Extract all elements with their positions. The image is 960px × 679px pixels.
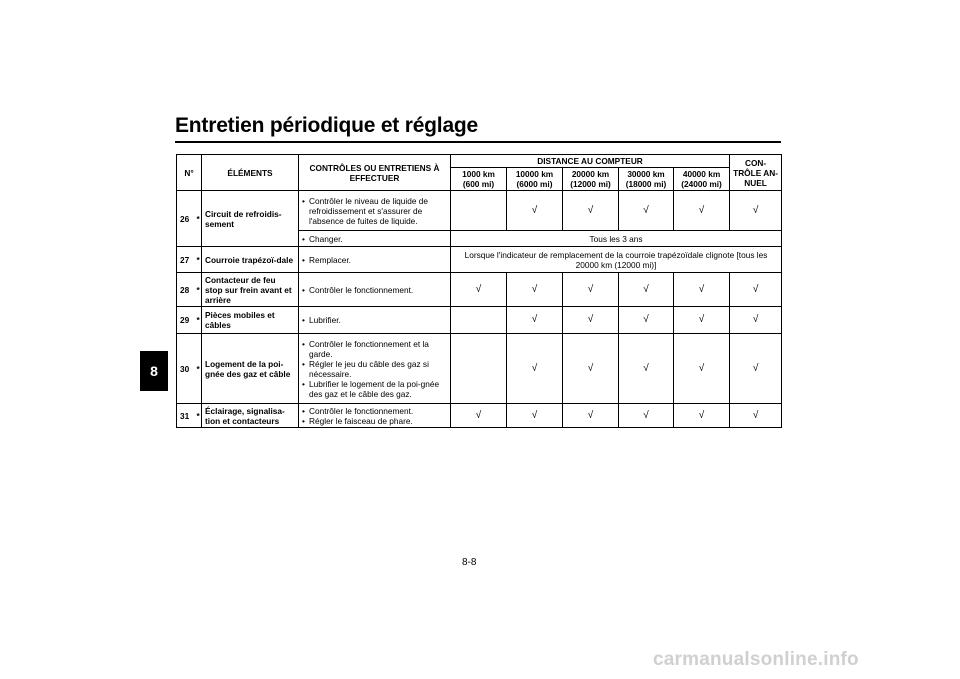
row-item: Courroie trapézoï-dale [202,247,299,273]
row-number: 26 [177,191,194,247]
checks-list [302,196,447,226]
dealer-service-mark: * [194,247,202,273]
check-mark: √ [563,191,619,231]
check-mark: √ [563,273,619,307]
row-item: Circuit de refroidis-sement [202,191,299,247]
check-item-text: Lubrifier. [309,315,341,325]
check-item-text: Contrôler le fonctionnement. [309,405,414,416]
interval-note: Lorsque l'indicateur de remplacement de la courroie trapézoïdale clignote [tous les 20000 km (12000 mi)] [451,247,782,273]
header-no: N° [177,155,202,191]
check-mark: √ [619,191,674,231]
check-mark: √ [674,307,730,334]
check-mark: √ [674,191,730,231]
check-mark: √ [507,404,563,428]
check-mark: √ [619,404,674,428]
check-item [302,379,447,399]
check-item-text: Changer. [309,233,343,244]
check-mark: √ [507,307,563,334]
row-checks [299,231,451,247]
checks-list [302,339,447,399]
checks-list [302,315,447,325]
row-item: Contacteur de feu stop sur frein avant et arrière [202,273,299,307]
check-mark: √ [619,334,674,404]
header-km-1000: 1000 km (600 mi) [451,168,507,191]
checks-list [302,234,447,244]
table-row [177,307,782,334]
row-number: 31 [177,404,194,428]
check-mark: √ [563,404,619,428]
row-checks [299,247,451,273]
row-number: 27 [177,247,194,273]
table-row [177,273,782,307]
table-row [177,247,782,273]
interval-note: Tous les 3 ans [451,231,782,247]
maintenance-table [176,154,782,428]
dealer-service-mark: * [194,191,202,247]
check-mark: √ [730,273,782,307]
check-mark: √ [730,191,782,231]
table-row [177,404,782,428]
header-km-40000: 40000 km (24000 mi) [674,168,730,191]
check-mark [451,191,507,231]
check-item-text: Régler le jeu du câble des gaz si nécessaire. [309,358,429,379]
check-mark: √ [730,307,782,334]
check-item-text: Lubrifier le logement de la poi-gnée des gaz et le câble des gaz. [309,378,440,399]
check-item [302,255,447,265]
check-item-text: Contrôler le fonctionnement et la garde. [309,338,429,359]
row-item: Logement de la poi-gnée des gaz et câble [202,334,299,404]
header-annual: CON-TRÔLE AN-NUEL [730,155,782,191]
row-checks [299,404,451,428]
check-item [302,315,447,325]
row-number: 28 [177,273,194,307]
dealer-service-mark: * [194,334,202,404]
check-mark: √ [674,404,730,428]
check-item-text: Remplacer. [309,254,351,265]
check-item [302,339,447,359]
check-mark: √ [507,191,563,231]
checks-list [302,406,447,426]
check-item-text: Contrôler le niveau de liquide de refroidissement et s'assurer de l'absence de fuites de liquide. [309,195,429,226]
page-number: 8-8 [462,557,477,568]
check-mark: √ [451,273,507,307]
check-item [302,285,447,295]
check-mark: √ [563,307,619,334]
page-title: Entretien périodique et réglage [175,114,479,137]
check-mark: √ [563,334,619,404]
check-item [302,196,447,226]
dealer-service-mark: * [194,273,202,307]
check-mark: √ [451,404,507,428]
check-mark: √ [507,334,563,404]
check-mark: √ [730,334,782,404]
check-mark: √ [674,273,730,307]
row-checks [299,334,451,404]
watermark: carmanualsonline.info [653,649,859,670]
row-checks [299,307,451,334]
table-row [177,191,782,231]
checks-list [302,285,447,295]
check-mark: √ [619,273,674,307]
row-item: Éclairage, signalisa-tion et contacteurs [202,404,299,428]
check-mark: √ [619,307,674,334]
title-rule [175,141,781,143]
chapter-tab: 8 [140,351,168,391]
header-distance: DISTANCE AU COMPTEUR [451,155,730,168]
check-item-text: Régler le faisceau de phare. [309,415,413,426]
header-km-30000: 30000 km (18000 mi) [619,168,674,191]
check-mark: √ [507,273,563,307]
row-number: 30 [177,334,194,404]
row-number: 29 [177,307,194,334]
check-mark: √ [730,404,782,428]
check-item [302,406,447,416]
checks-list [302,255,447,265]
table-row [177,334,782,404]
header-checks: CONTRÔLES OU ENTRETIENS À EFFECTUER [299,155,451,191]
check-mark [451,334,507,404]
check-item [302,416,447,426]
row-checks [299,191,451,231]
header-km-10000: 10000 km (6000 mi) [507,168,563,191]
check-mark [451,307,507,334]
header-items: ÉLÉMENTS [202,155,299,191]
check-item [302,359,447,379]
check-item [302,234,447,244]
maintenance-table-body [177,191,782,428]
dealer-service-mark: * [194,307,202,334]
row-checks [299,273,451,307]
dealer-service-mark: * [194,404,202,428]
row-item: Pièces mobiles et câbles [202,307,299,334]
header-row [177,155,782,168]
header-km-20000: 20000 km (12000 mi) [563,168,619,191]
check-item-text: Contrôler le fonctionnement. [309,284,414,295]
check-mark: √ [674,334,730,404]
